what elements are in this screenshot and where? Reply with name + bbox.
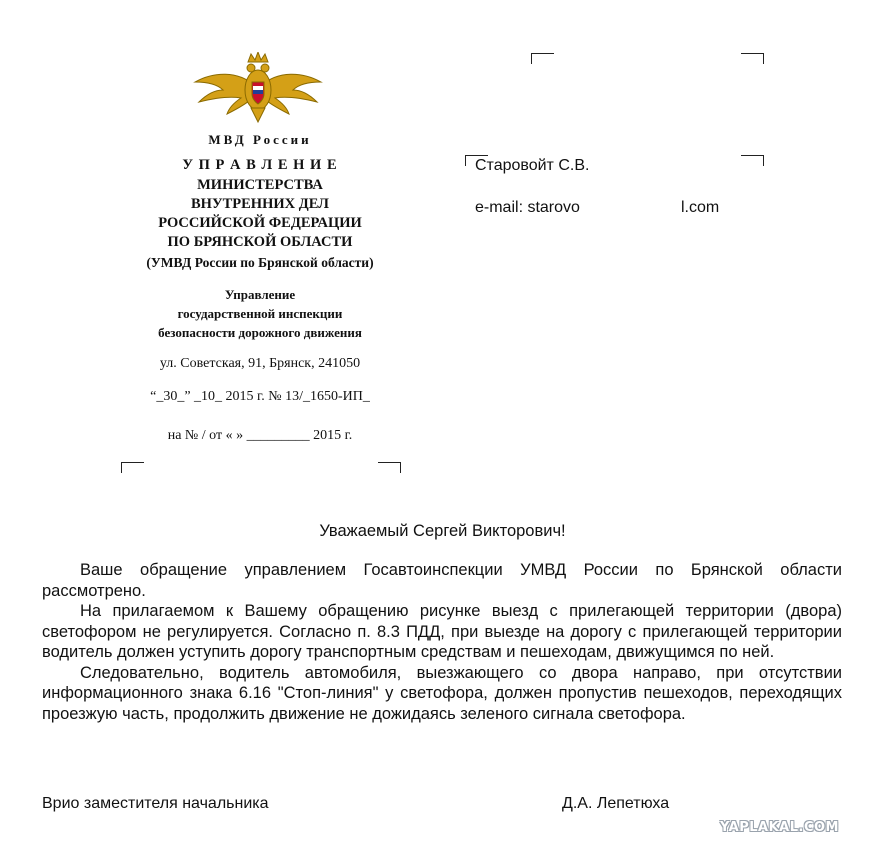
paragraph-3: Следовательно, водитель автомобиля, выезжающего со двора направо, при отсутствии информационного знака 6.16 "Стоп-линия" у светофора, должен пропустив пешеходов, переходящих проезжую часть, продолжить движение не дожидаясь зеленого сигнала светофора. xyxy=(42,663,842,723)
department-line-1: Управление xyxy=(224,287,296,302)
recipient-email-start: e-mail: starovo xyxy=(475,199,580,216)
corner-mark-top-left xyxy=(121,462,144,473)
recipient-name: Старовойт С.В. xyxy=(475,157,590,174)
letter-body xyxy=(42,560,842,724)
paragraph-1: Ваше обращение управлением Госавтоинспекции УМВД России по Брянской области рассмотрено. xyxy=(42,561,842,600)
ministry-label: МВД России xyxy=(208,132,312,147)
greeting: Уважаемый Сергей Викторович! xyxy=(319,522,566,540)
signatory-position: Врио заместителя начальника xyxy=(42,795,269,812)
recipient-email-end: l.com xyxy=(681,199,720,216)
department-line-3: безопасности дорожного движения xyxy=(158,325,362,340)
email-redaction xyxy=(596,193,680,223)
address: ул. Советская, 91, Брянск, 241050 xyxy=(159,356,361,371)
corner-mark-address-top-left xyxy=(531,53,554,64)
reply-to-reference: на № / от « » _________ 2015 г. xyxy=(167,428,353,443)
header-title-line-1: У П Р А В Л Е Н И Е xyxy=(182,157,338,173)
corner-mark-top-right xyxy=(378,462,401,473)
corner-mark-recipient-right xyxy=(741,155,764,166)
header-title-line-2: МИНИСТЕРСТВА xyxy=(197,177,323,193)
header-title-line-5: ПО БРЯНСКОЙ ОБЛАСТИ xyxy=(167,234,353,250)
header-title-line-3: ВНУТРЕННИХ ДЕЛ xyxy=(191,196,329,212)
header-title-line-4: РОССИЙСКОЙ ФЕДЕРАЦИИ xyxy=(158,215,362,231)
department-line-2: государственной инспекции xyxy=(177,306,343,321)
registration-number: “_30_” _10_ 2015 г. № 13/_1650-ИП_ xyxy=(150,389,370,404)
signatory-name: Д.А. Лепетюха xyxy=(562,795,670,812)
header-title-line-6: (УМВД России по Брянской области) xyxy=(146,255,374,270)
watermark: YAPLAKAL.COM xyxy=(720,820,839,835)
corner-mark-address-top-right xyxy=(741,53,764,64)
mvd-emblem-icon xyxy=(193,52,323,124)
paragraph-2: На прилагаемом к Вашему обращению рисунке выезд с прилегающей территории (двора) светофором не регулируется. Согласно п. 8.3 ПДД, при выезде на дорогу с прилегающей территории водитель должен уступить дорогу транспортным средствам и пешеходам, движущимся по ней. xyxy=(42,602,842,661)
